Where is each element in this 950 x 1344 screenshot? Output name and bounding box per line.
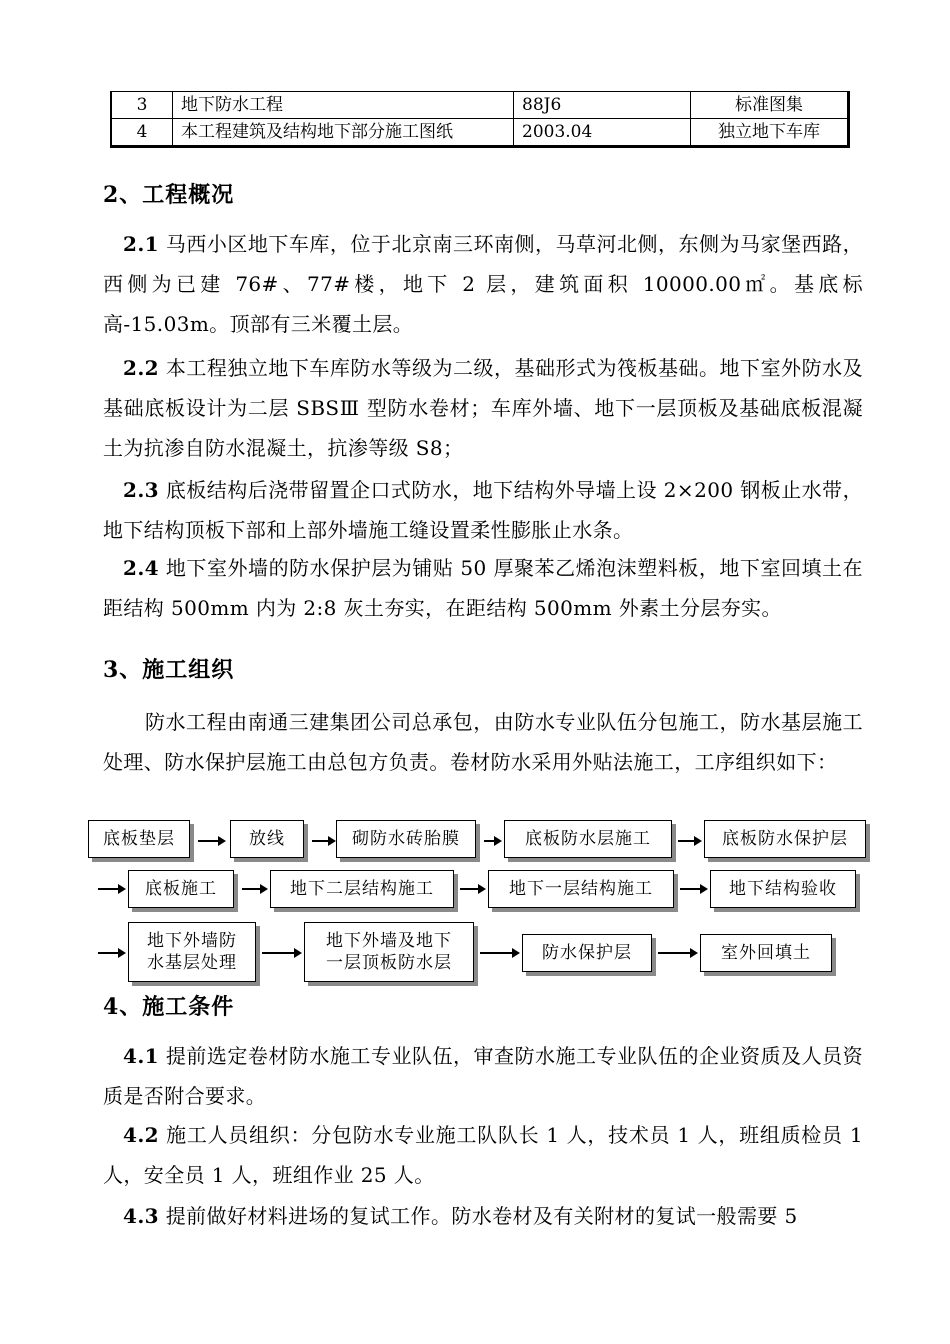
flow-arrow	[460, 888, 484, 890]
flow-step: 底板防水保护层	[704, 820, 866, 858]
flow-arrow	[480, 952, 518, 954]
paragraph-2-3	[103, 470, 863, 550]
table-row	[111, 92, 849, 119]
paragraph-text: 防水工程由南通三建集团公司总承包，由防水专业队伍分包施工，防水基层施工处理、防水保护层施工由总包方负责。卷材防水采用外贴法施工，工序组织如下：	[103, 710, 863, 774]
paragraph-2-4	[103, 548, 863, 628]
flow-step: 地下外墙防水基层处理	[128, 922, 256, 982]
flow-arrow	[98, 952, 124, 954]
section-4-heading: 4、施工条件	[103, 994, 235, 1020]
flow-step: 防水保护层	[522, 934, 652, 972]
row-number: 3	[111, 92, 173, 119]
flow-step: 室外回填土	[700, 934, 832, 972]
paragraph-text: 马西小区地下车库，位于北京南三环南侧，马草河北侧，东侧为马家堡西路，西侧为已建 76#、77#楼，地下 2 层，建筑面积 10000.00㎡。基底标高-15.03m。顶部有三米覆土层。	[103, 232, 863, 336]
paragraph-number: 2.3	[123, 478, 159, 502]
row-note: 标准图集	[691, 92, 849, 119]
paragraph-text: 底板结构后浇带留置企口式防水，地下结构外导墙上设 2×200 钢板止水带，地下结构顶板下部和上部外墙施工缝设置柔性膨胀止水条。	[103, 478, 863, 542]
paragraph-text: 地下室外墙的防水保护层为铺贴 50 厚聚苯乙烯泡沫塑料板，地下室回填土在距结构 500mm 内为 2:8 灰土夯实，在距结构 500mm 外素土分层夯实。	[103, 556, 863, 620]
flow-arrow	[262, 952, 300, 954]
flow-step: 砌防水砖胎膜	[336, 820, 476, 858]
paragraph-number: 4.1	[123, 1044, 159, 1068]
paragraph-text: 提前做好材料进场的复试工作。防水卷材及有关附材的复试一般需要 5	[159, 1204, 798, 1228]
flow-arrow	[98, 888, 124, 890]
flow-step: 地下二层结构施工	[270, 870, 454, 908]
paragraph-text: 本工程独立地下车库防水等级为二级，基础形式为筏板基础。地下室外防水及基础底板设计为二层 SBSⅢ 型防水卷材；车库外墙、地下一层顶板及基础底板混凝土为抗渗自防水混凝土，抗渗等级 S8；	[103, 356, 863, 460]
flow-step: 地下外墙及地下一层顶板防水层	[304, 922, 474, 982]
row-name: 本工程建筑及结构地下部分施工图纸	[173, 119, 514, 147]
paragraph-4-1	[103, 1036, 863, 1116]
paragraph-3-1	[103, 702, 863, 782]
flow-step: 地下结构验收	[710, 870, 856, 908]
flow-arrow	[484, 840, 500, 842]
flow-arrow	[242, 888, 266, 890]
paragraph-text: 施工人员组织：分包防水专业施工队队长 1 人，技术员 1 人，班组质检员 1 人，安全员 1 人，班组作业 25 人。	[103, 1123, 863, 1187]
flow-arrow	[678, 840, 700, 842]
flow-step: 底板施工	[128, 870, 234, 908]
row-number: 4	[111, 119, 173, 147]
paragraph-4-3	[103, 1196, 863, 1236]
flow-step: 底板垫层	[88, 820, 190, 858]
row-code: 88J6	[514, 92, 691, 119]
row-note: 独立地下车库	[691, 119, 849, 147]
flow-arrow	[680, 888, 706, 890]
paragraph-number: 2.1	[123, 232, 159, 256]
flow-step: 放线	[230, 820, 304, 858]
flow-step: 底板防水层施工	[504, 820, 672, 858]
paragraph-4-2	[103, 1115, 863, 1195]
section-3-heading: 3、施工组织	[103, 657, 235, 683]
paragraph-number: 2.4	[123, 556, 159, 580]
paragraph-text: 提前选定卷材防水施工专业队伍，审查防水施工专业队伍的企业资质及人员资质是否附合要求。	[103, 1044, 863, 1108]
flow-arrow	[198, 840, 224, 842]
row-name: 地下防水工程	[173, 92, 514, 119]
flow-arrow	[312, 840, 334, 842]
paragraph-number: 4.2	[123, 1123, 159, 1147]
flow-step: 地下一层结构施工	[488, 870, 674, 908]
reference-table	[110, 91, 850, 148]
table-row	[111, 119, 849, 147]
paragraph-2-1	[103, 224, 863, 344]
paragraph-number: 4.3	[123, 1204, 159, 1228]
row-code: 2003.04	[514, 119, 691, 147]
section-2-heading: 2、工程概况	[103, 182, 235, 208]
paragraph-number: 2.2	[123, 356, 159, 380]
paragraph-2-2	[103, 348, 863, 468]
flow-arrow	[658, 952, 696, 954]
